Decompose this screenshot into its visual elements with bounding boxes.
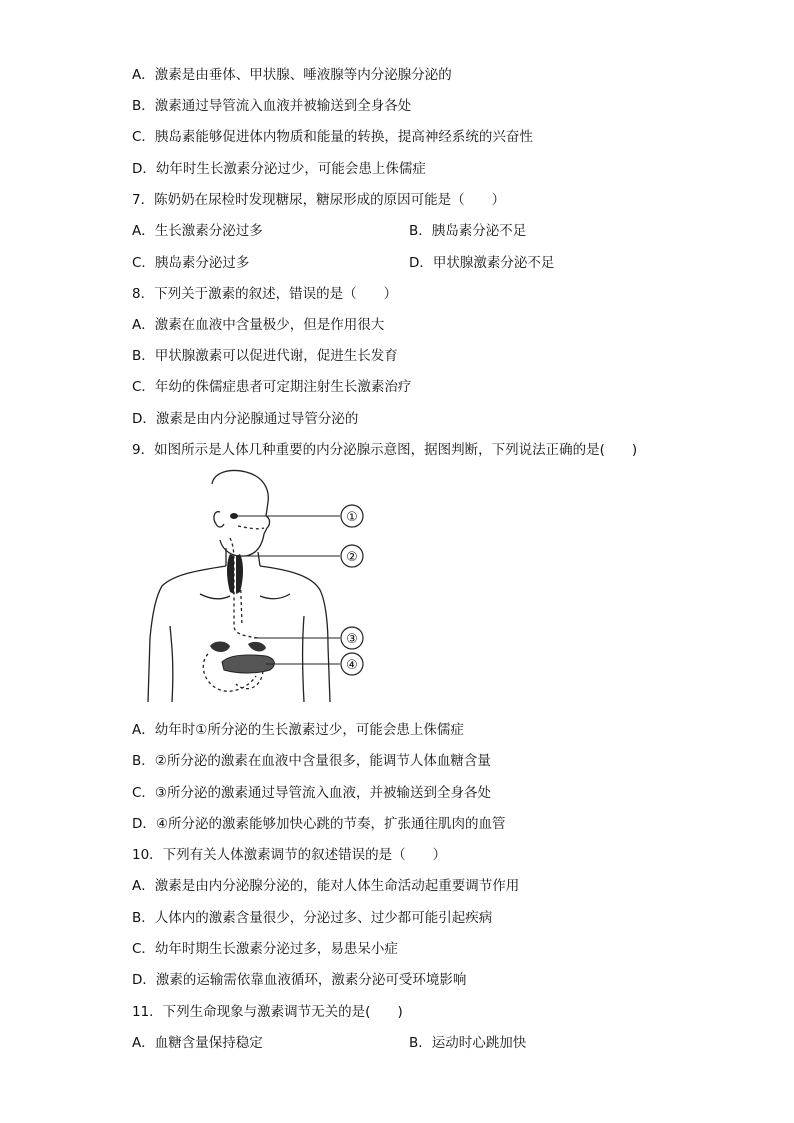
- q9-option-a: A．幼年时①所分泌的生长激素过少，可能会患上侏儒症: [132, 722, 464, 738]
- q9-option-d: D．④所分泌的激素能够加快心跳的节奏，扩张通往肌肉的血管: [132, 816, 506, 832]
- q8-option-a: A．激素在血液中含量极少，但是作用很大: [132, 317, 385, 333]
- label-2: ②: [346, 550, 358, 565]
- q10-option-d: D．激素的运输需依靠血液循环，激素分泌可受环境影响: [132, 972, 467, 988]
- q8-option-b: B．甲状腺激素可以促进代谢，促进生长发育: [132, 348, 398, 364]
- question-10: 10．下列有关人体激素调节的叙述错误的是（ ）: [132, 847, 447, 863]
- label-4: ④: [346, 658, 358, 673]
- q10-option-c: C．幼年时期生长激素分泌过多，易患呆小症: [132, 941, 398, 957]
- question-9: 9．如图所示是人体几种重要的内分泌腺示意图，据图判断，下列说法正确的是( ): [132, 442, 638, 458]
- endocrine-gland-diagram: [130, 466, 380, 702]
- q8-option-c: C．年幼的侏儒症患者可定期注射生长激素治疗: [132, 379, 412, 395]
- q9-option-c: C．③所分泌的激素通过导管流入血液，并被输送到全身各处: [132, 785, 492, 801]
- question-7: 7．陈奶奶在尿检时发现糖尿，糖尿形成的原因可能是（ ）: [132, 192, 506, 208]
- question-11: 11．下列生命现象与激素调节无关的是( ): [132, 1004, 403, 1020]
- q8-option-d: D．激素是由内分泌腺通过导管分泌的: [132, 411, 359, 427]
- thyroid-gland-icon: [227, 554, 243, 594]
- adrenal-gland-icon: [210, 642, 230, 653]
- q10-option-b: B．人体内的激素含量很少，分泌过多、过少都可能引起疾病: [132, 910, 493, 926]
- q7-option-b: B．胰岛素分泌不足: [409, 223, 527, 239]
- human-body-outline: [130, 466, 380, 702]
- line-a-option: A．激素是由垂体、甲状腺、唾液腺等内分泌腺分泌的: [132, 67, 452, 83]
- q7-option-a: A．生长激素分泌过多: [132, 223, 263, 239]
- line-c-option: C．胰岛素能够促进体内物质和能量的转换，提高神经系统的兴奋性: [132, 129, 533, 145]
- q11-option-b: B．运动时心跳加快: [409, 1035, 527, 1051]
- q9-option-b: B．②所分泌的激素在血液中含量很多，能调节人体血糖含量: [132, 753, 491, 769]
- q10-option-a: A．激素是由内分泌腺分泌的，能对人体生命活动起重要调节作用: [132, 878, 520, 894]
- label-3: ③: [346, 632, 358, 647]
- q7-option-d: D．甲状腺激素分泌不足: [409, 255, 555, 271]
- label-1: ①: [346, 510, 358, 525]
- line-b-option: B．激素通过导管流入血液并被输送到全身各处: [132, 98, 412, 114]
- q7-option-c: C．胰岛素分泌过多: [132, 255, 250, 271]
- q11-option-a: A．血糖含量保持稳定: [132, 1035, 263, 1051]
- line-d-option: D．幼年时生长激素分泌过少，可能会患上侏儒症: [132, 161, 426, 177]
- question-8: 8．下列关于激素的叙述，错误的是（ ）: [132, 286, 398, 302]
